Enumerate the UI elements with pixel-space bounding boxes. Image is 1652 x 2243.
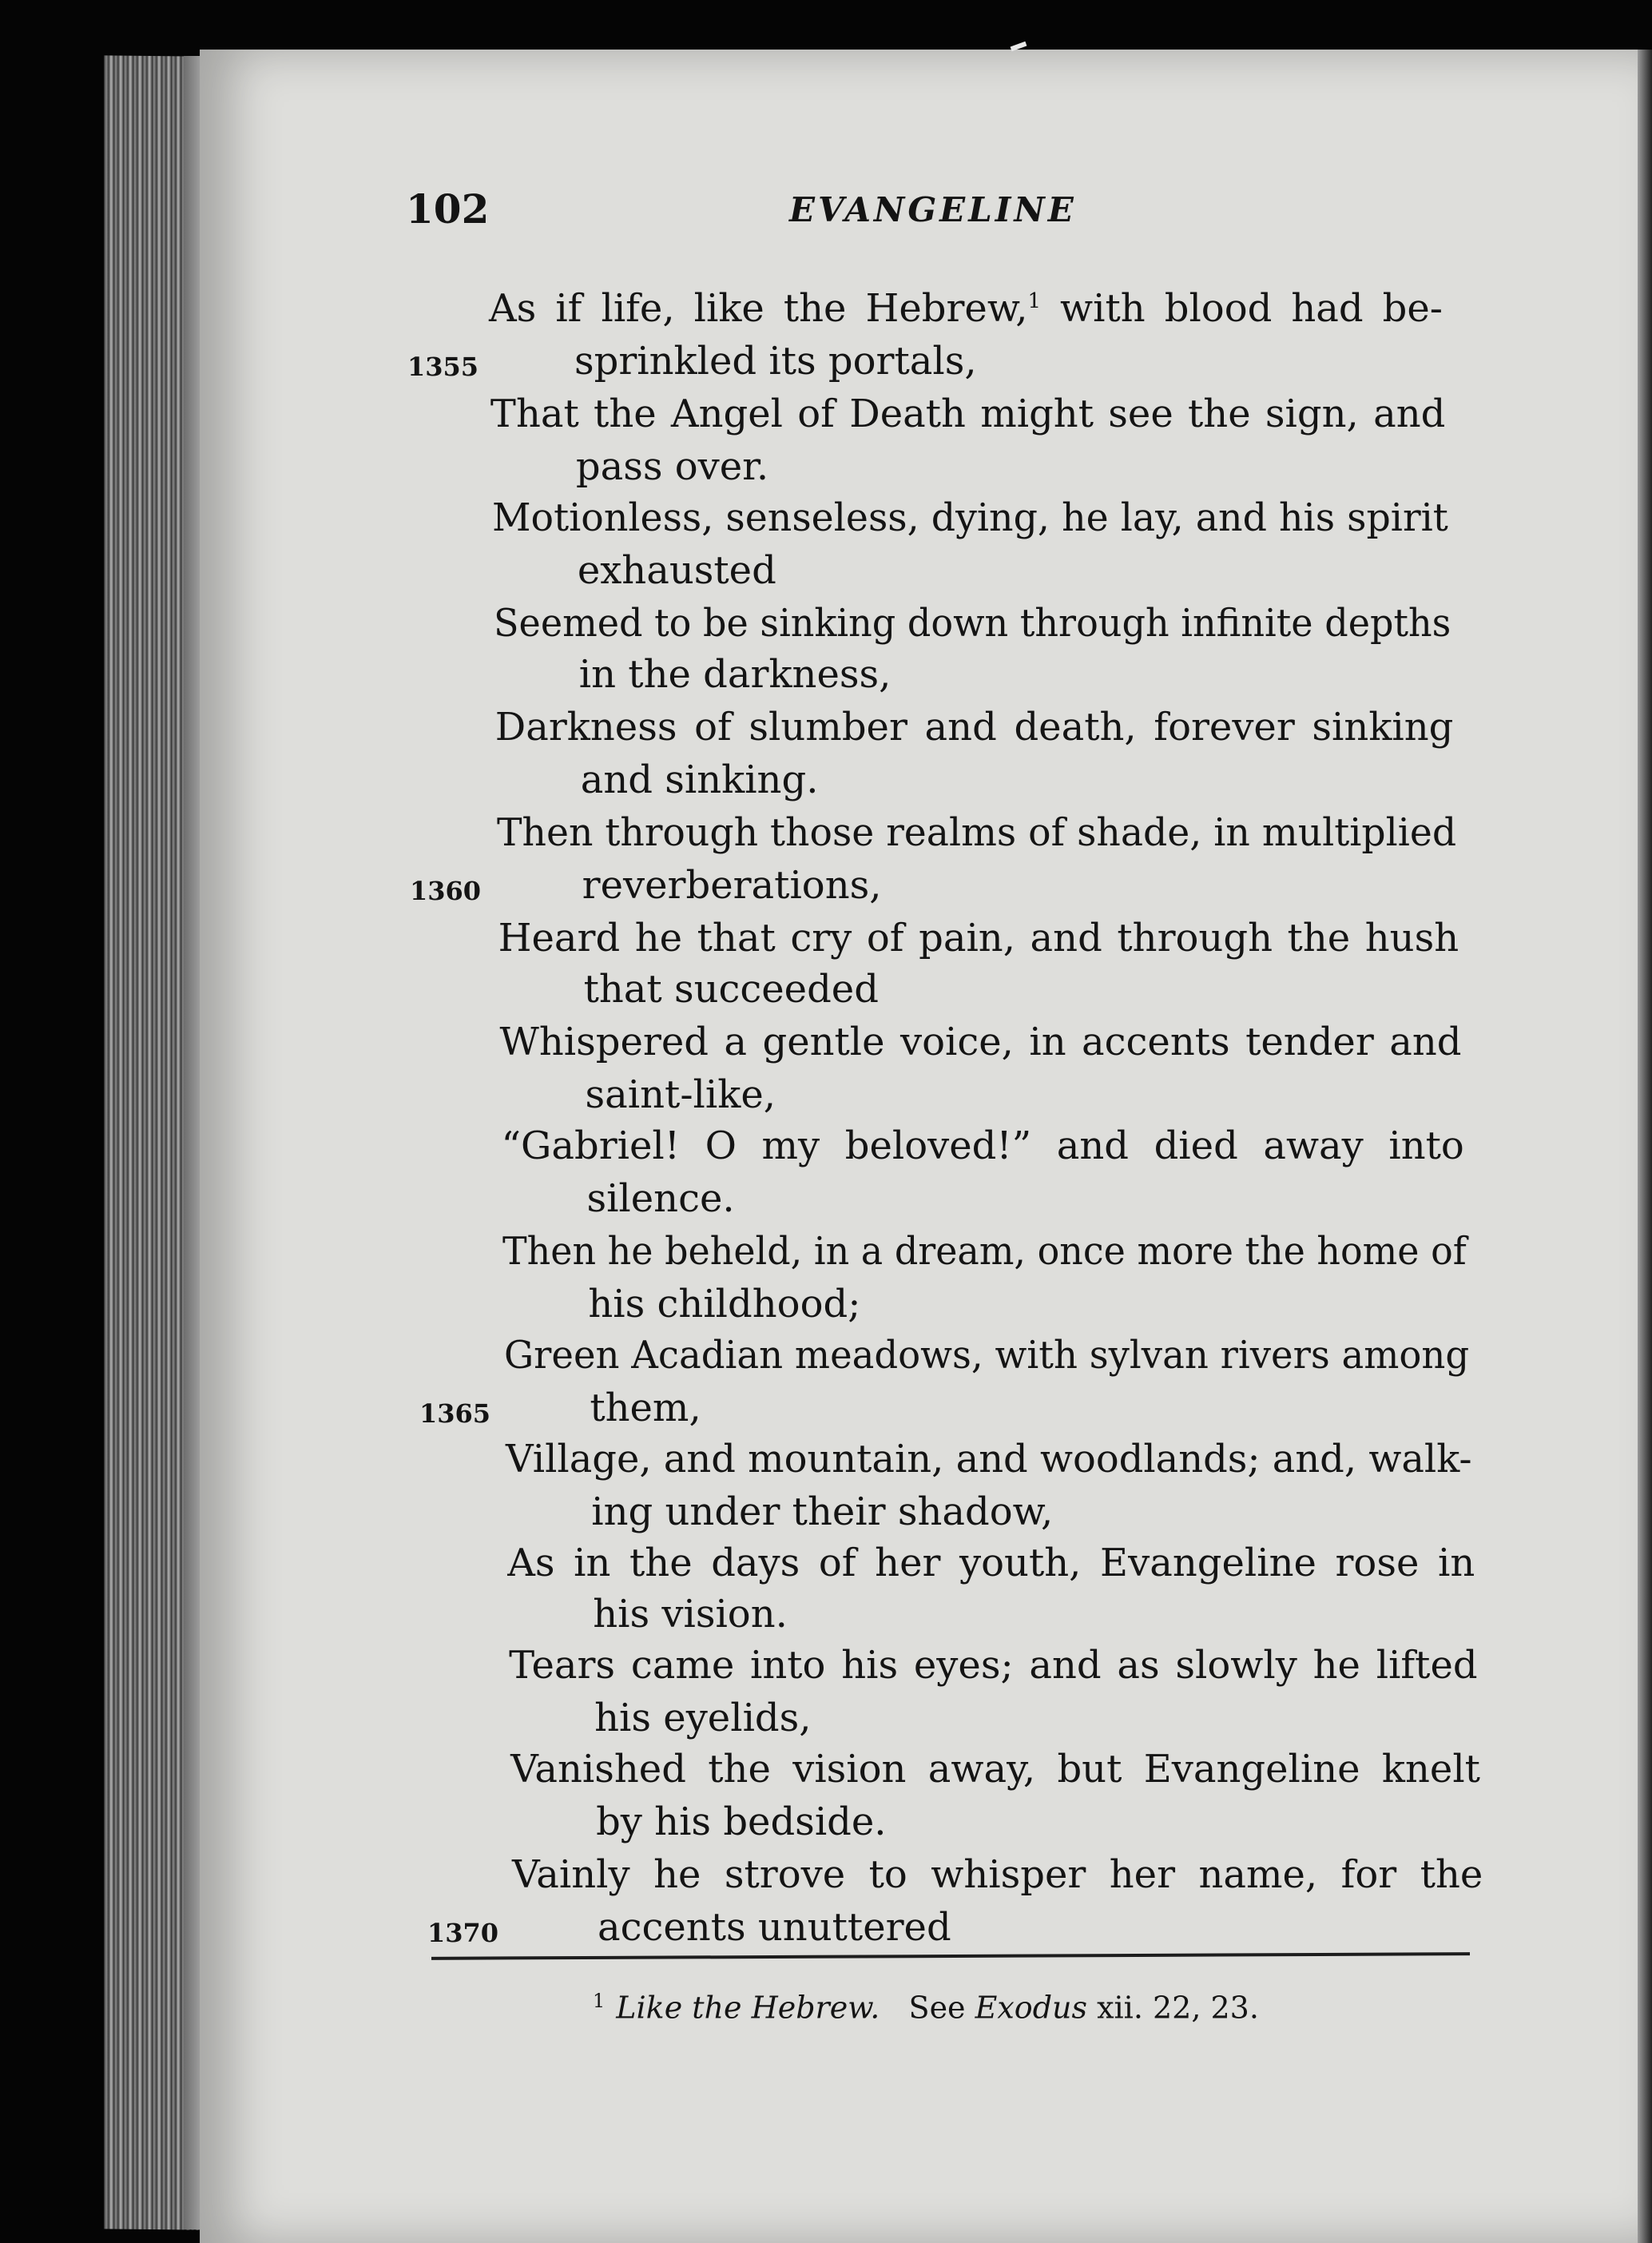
verse-text: As in the days of her youth, Evangeline rose in: [507, 1541, 1475, 1585]
verse-text: accents unuttered: [598, 1905, 951, 1950]
verse-line: [496, 810, 1456, 855]
verse-text: Village, and mountain, and woodlands; and, walk-: [506, 1437, 1472, 1481]
verse-text: them,: [590, 1386, 701, 1430]
verse-text: that succeeded: [583, 967, 879, 1012]
footnote-see: See: [908, 1990, 966, 2026]
verse-text: silence.: [586, 1176, 735, 1221]
footnote-mark: 1: [593, 1990, 606, 2012]
verse-line: [509, 1643, 1478, 1688]
footnote-reference: 1: [1027, 289, 1042, 313]
verse-line-continuation: [598, 1905, 951, 1950]
verse-line: [506, 1437, 1472, 1481]
verse-text: Green Acadian meadows, with sylvan rivers among: [504, 1333, 1470, 1378]
verse-line-continuation: [578, 652, 892, 697]
verse-line-continuation: [593, 1592, 788, 1637]
verse-line-continuation: [586, 1176, 735, 1221]
verse-text: As if life, like the Hebrew,: [489, 286, 1028, 331]
footnote-book: Exodus: [975, 1990, 1087, 2026]
verse-line: [512, 1852, 1483, 1897]
line-number: 1355: [407, 352, 479, 382]
verse-line: [494, 705, 1454, 750]
verse-line: [498, 916, 1459, 960]
running-title: EVANGELINE: [789, 190, 1077, 229]
verse-line: [493, 601, 1451, 646]
verse-text: in the darkness,: [578, 652, 892, 697]
verse-text: ing under their shadow,: [591, 1489, 1054, 1534]
verse-line: [502, 1229, 1467, 1274]
verse-line: [507, 1541, 1475, 1585]
verse-text: pass over.: [575, 444, 769, 489]
page-number: 102: [406, 185, 490, 233]
verse-line-continuation: [590, 1386, 701, 1430]
verse-text: “Gabriel! O my beloved!” and died away into: [501, 1123, 1464, 1168]
footnote: [593, 1990, 1259, 2026]
verse-line-continuation: [596, 1800, 887, 1844]
footnote-ref: xii. 22, 23.: [1097, 1990, 1259, 2026]
verse-text: exhausted: [577, 548, 776, 593]
line-number: 1370: [427, 1918, 499, 1948]
verse-text: Then he beheld, in a dream, once more the home of: [502, 1229, 1467, 1274]
verse-line: [501, 1123, 1464, 1168]
verse-line-continuation: [575, 444, 769, 489]
verse-text: Whispered a gentle voice, in accents tender and: [499, 1020, 1462, 1064]
verse-line: [510, 1747, 1480, 1792]
verse-text: Heard he that cry of pain, and through the hush: [498, 916, 1459, 960]
verse-text: That the Angel of Death might see the sign, and: [490, 392, 1446, 436]
verse-text: his eyelids,: [594, 1696, 812, 1740]
verse-line-continuation: [582, 863, 882, 908]
verse-text: his childhood;: [588, 1282, 861, 1326]
verse-text: Vainly he strove to whisper her name, for the: [512, 1852, 1483, 1897]
footnote-term: Like the Hebrew.: [616, 1990, 880, 2026]
verse-line: [490, 392, 1446, 436]
verse-line: [489, 286, 1443, 331]
line-number: 1360: [410, 876, 482, 906]
verse-text: his vision.: [593, 1592, 788, 1637]
verse-line-continuation: [580, 758, 819, 802]
verse-line: [491, 495, 1448, 540]
verse-line-continuation: [574, 339, 977, 384]
right-page-edge: [1638, 50, 1652, 2243]
verse-text: Motionless, senseless, dying, he lay, and his spirit: [491, 495, 1448, 540]
verse-line-continuation: [583, 967, 879, 1012]
verse-line-continuation: [594, 1696, 812, 1740]
verse-line-continuation: [577, 548, 776, 593]
verse-line: [499, 1020, 1462, 1064]
verse-line-continuation: [585, 1072, 776, 1117]
verse-text: Seemed to be sinking down through infinite depths: [493, 601, 1451, 646]
line-number: 1365: [419, 1398, 491, 1429]
verse-text: and sinking.: [580, 758, 819, 802]
verse-text: Then through those realms of shade, in multiplied: [496, 810, 1456, 855]
verse-text-after-note: with blood had be-: [1041, 286, 1443, 331]
verse-line: [504, 1333, 1470, 1378]
verse-text: Darkness of slumber and death, forever sinking: [494, 705, 1454, 750]
verse-line-continuation: [588, 1282, 861, 1326]
verse-text: reverberations,: [582, 863, 882, 908]
verse-text: by his bedside.: [596, 1800, 887, 1844]
verse-text: sprinkled its portals,: [574, 339, 977, 384]
verse-text: Tears came into his eyes; and as slowly he lifted: [509, 1643, 1478, 1688]
verse-line-continuation: [591, 1489, 1054, 1534]
verse-text: Vanished the vision away, but Evangeline knelt: [510, 1747, 1480, 1792]
verse-text: saint-like,: [585, 1072, 776, 1117]
